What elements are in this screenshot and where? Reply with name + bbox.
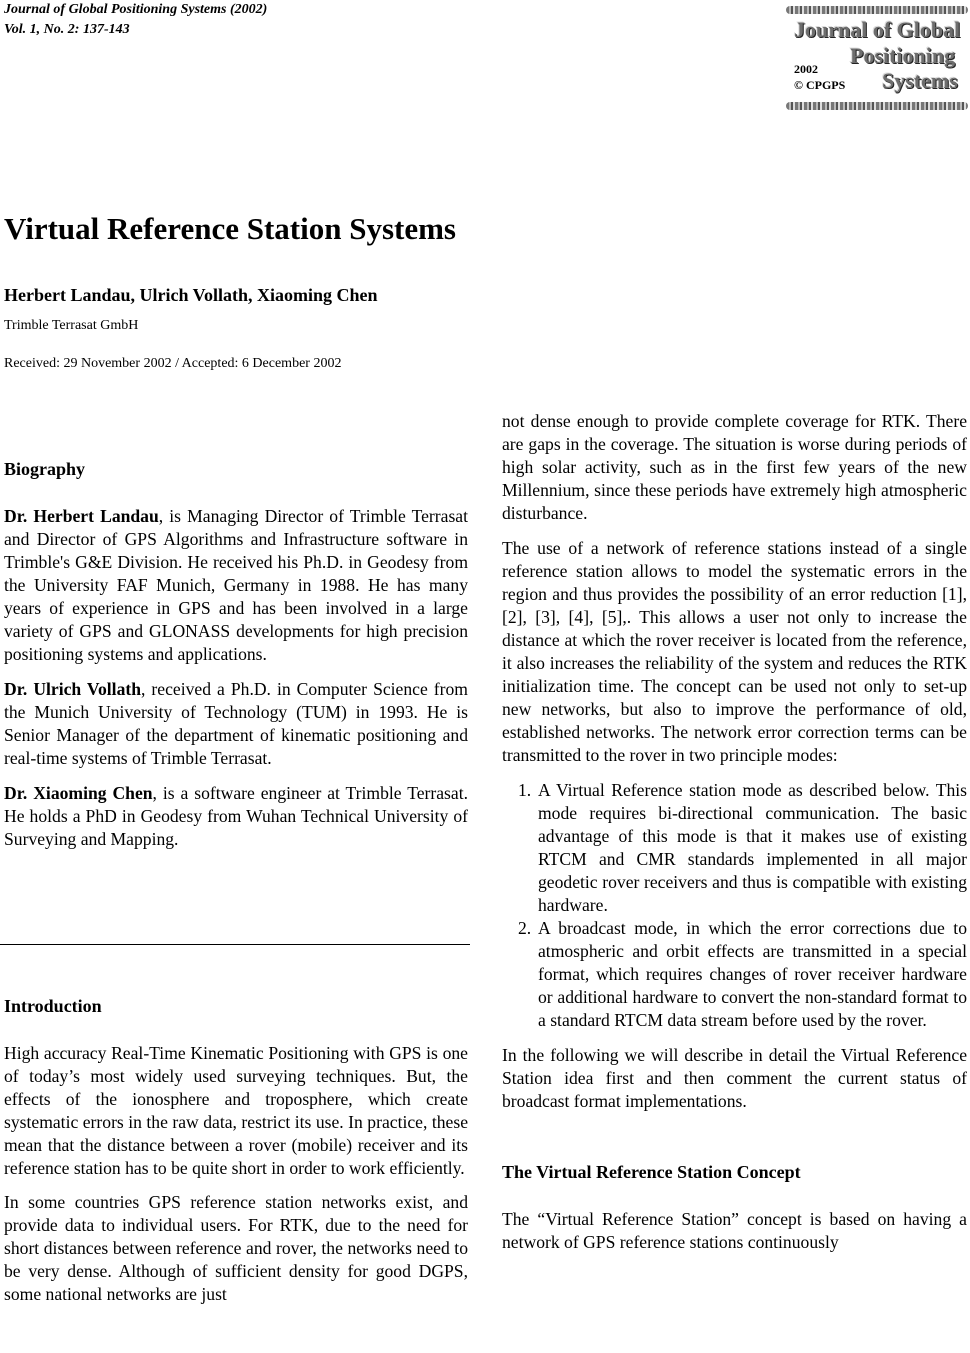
biography-paragraph-landau	[4, 505, 468, 666]
right-paragraph-3: In the following we will describe in detail the Virtual Reference Station idea first and then comment the current status of broadcast format implementations.	[502, 1045, 967, 1111]
journal-logo	[786, 6, 968, 114]
introduction-paragraph-1: High accuracy Real-Time Kinematic Positioning with GPS is one of today’s most widely used surveying techniques. But, the effects of the ionosphere and troposphere, which create systematic errors in the raw data, restrict its use. In practice, these mean that the distance between a rover (mobile) receiver and its reference station has to be quite short in order to work efficiently.	[4, 1043, 468, 1178]
article-affiliation: Trimble Terrasat GmbH	[4, 318, 139, 333]
modes-list	[502, 779, 967, 1032]
biography-paragraph-vollath	[4, 678, 468, 770]
logo-border-bottom	[786, 102, 968, 110]
logo-line-2: Positioning	[850, 43, 956, 68]
biography-name-vollath: Dr. Ulrich Vollath	[4, 679, 142, 699]
logo-line-1: Journal of Global	[794, 17, 961, 42]
introduction-paragraph-2: In some countries GPS reference station networks exist, and provide data to individual users. For RTK, due to the need for short distances between reference and rover, the networks need to be very dense. Although of sufficient density for good DGPS, some national networks are just	[4, 1192, 468, 1304]
section-divider	[0, 944, 470, 945]
journal-reference	[4, 0, 267, 40]
vrs-concept-heading: The Virtual Reference Station Concept	[502, 1162, 801, 1182]
biography-paragraph-chen	[4, 782, 468, 851]
logo-line-3: Systems	[882, 68, 958, 93]
list-item	[502, 917, 967, 1032]
biography-text-vollath: , received a Ph.D. in Computer Science from the Munich University of Technology (TUM) in 1993. He is Senior Manager of the department of kinematic positioning and real-time systems of Trimble Terrasat.	[4, 679, 468, 768]
biography-text-landau: , is Managing Director of Trimble Terrasat and Director of GPS Algorithms and Infrastructure software in Trimble's G&E Division. He received his Ph.D. in Geodesy from the University FAF Munich, Germany in 1988. He has many years of experience in GPS and has been involved in a large variety of GPS and GLONASS developments for high precision positioning systems and applications.	[4, 506, 469, 664]
introduction-heading: Introduction	[4, 996, 102, 1016]
biography-name-landau: Dr. Herbert Landau	[4, 506, 159, 526]
list-item	[502, 779, 967, 917]
list-item-number: 2.	[518, 918, 532, 938]
logo-border-top	[786, 6, 968, 14]
list-item-text: A broadcast mode, in which the error corrections due to atmospheric and orbit effects are transmitted in a special format, which requires changes of rover receiver hardware or additional hardware to convert the non-standard format to a standard RTCM data stream before used by the rover.	[538, 918, 967, 1030]
list-item-number: 1.	[518, 780, 532, 800]
right-paragraph-1: not dense enough to provide complete coverage for RTK. There are gaps in the coverage. The situation is worse during periods of high solar activity, such as in the first few years of the new Millennium, since these periods have extremely high atmospheric disturbance.	[502, 411, 967, 523]
right-paragraph-4: The “Virtual Reference Station” concept is based on having a network of GPS reference stations continuously	[502, 1209, 967, 1252]
biography-section	[4, 457, 468, 851]
journal-volume: Vol. 1, No. 2: 137-143	[4, 22, 130, 37]
biography-heading: Biography	[4, 459, 86, 479]
biography-name-chen: Dr. Xiaoming Chen	[4, 783, 153, 803]
journal-name: Journal of Global Positioning Systems (2002)	[4, 2, 268, 17]
article-received-date: Received: 29 November 2002 / Accepted: 6 December 2002	[4, 356, 342, 371]
right-paragraph-2: The use of a network of reference stations instead of a single reference station allows to model the systematic errors in the region and thus provides the possibility of an error reduction [1], [2], [3], [4], [5],. This allows a user not only to increase the distance at which the rover receiver is located from the reference, it also increases the reliability of the system and reduces the RTK initialization time. The concept can be used not only to set-up new networks, but also to improve the performance of old, established networks. The network error correction terms can be transmitted to the rover in two principle modes:	[502, 538, 967, 765]
biography-text-chen: , is a software engineer at Trimble Terrasat. He holds a PhD in Geodesy from Wuhan Technical University of Surveying and Mapping.	[4, 783, 468, 849]
article-title: Virtual Reference Station Systems	[4, 211, 456, 246]
article-authors: Herbert Landau, Ulrich Vollath, Xiaoming Chen	[4, 285, 378, 305]
logo-year: 2002	[794, 62, 818, 76]
introduction-section	[4, 994, 468, 1306]
right-column	[502, 410, 967, 1254]
list-item-text: A Virtual Reference station mode as described below. This mode requires bi-directional communication. The basic advantage of this mode is that it makes use of existing RTCM and CMR standards implemented in all major geodetic rover receivers and thus is compatible with existing hardware.	[538, 780, 967, 915]
logo-copyright: © CPGPS	[794, 78, 846, 92]
